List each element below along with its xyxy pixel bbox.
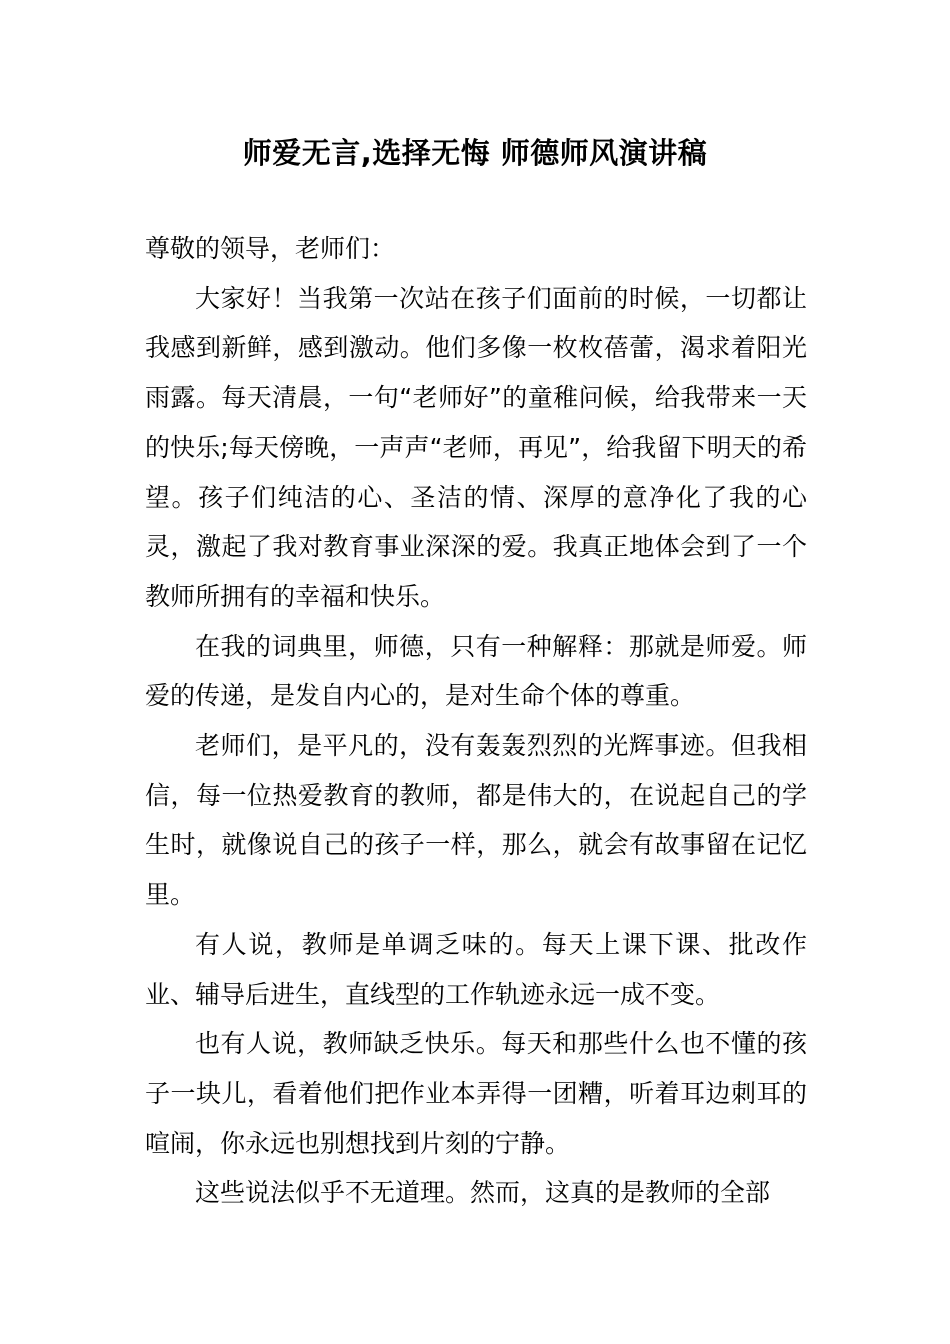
paragraph: 有人说，教师是单调乏味的。每天上课下课、批改作业、辅导后进生，直线型的工作轨迹永远一成不变。 [145,929,807,1009]
paragraph: 也有人说，教师缺乏快乐。每天和那些什么也不懂的孩子一块儿，看着他们把作业本弄得一团糟，听着耳边刺耳的喧闹，你永远也别想找到片刻的宁静。 [145,1029,807,1158]
paragraph: 老师们，是平凡的，没有轰轰烈烈的光辉事迹。但我相信，每一位热爱教育的教师，都是伟大的，在说起自己的学生时，就像说自己的孩子一样，那么，就会有故事留在记忆里。 [145,731,807,910]
paragraph: 大家好！当我第一次站在孩子们面前的时候，一切都让我感到新鲜，感到激动。他们多像一枚枚蓓蕾，渴求着阳光雨露。每天清晨，一句“老师好”的童稚问候，给我带来一天的快乐;每天傍晚，一声声“老师，再见”，给我留下明天的希望。孩子们纯洁的心、圣洁的情、深厚的意净化了我的心灵，激起了我对教育事业深深的爱。我真正地体会到了一个教师所拥有的幸福和快乐。 [145,283,807,611]
paragraph: 在我的词典里，师德，只有一种解释：那就是师爱。师爱的传递，是发自内心的，是对生命个体的尊重。 [145,631,807,711]
salutation: 尊敬的领导，老师们： [145,234,396,263]
document-title: 师爱无言,选择无悔 师德师风演讲稿 [242,136,708,170]
document-body [145,224,807,1218]
paragraph: 这些说法似乎不无道理。然而，这真的是教师的全部 [195,1178,771,1208]
